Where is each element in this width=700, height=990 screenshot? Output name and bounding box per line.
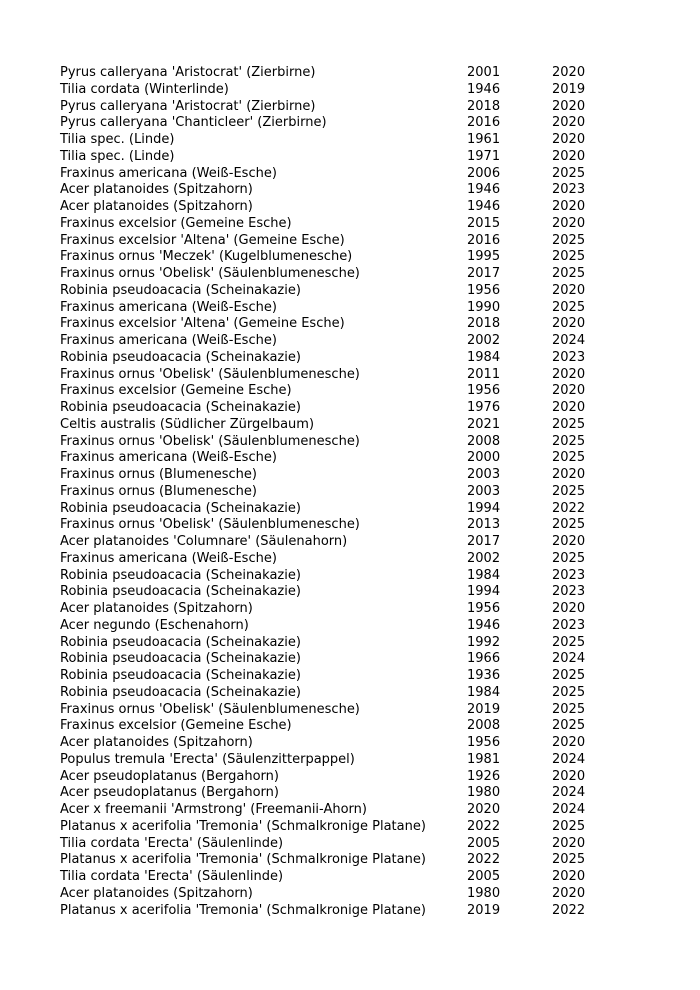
year-cell-second: 2020: [552, 98, 586, 114]
year-cell-first: 2021: [467, 416, 501, 432]
year-cell-first: 1956: [467, 383, 501, 399]
year-cell-first: 1994: [467, 584, 501, 600]
year-cell-second: 2020: [552, 601, 586, 616]
year-cell-first: 1956: [467, 735, 501, 750]
tree-species-cell: Tilia cordata 'Erecta' (Säulenlinde): [60, 835, 284, 851]
table-row: [60, 568, 612, 585]
year-cell-second: 2025: [552, 550, 586, 566]
tree-species-cell: Acer x freemanii 'Armstrong' (Freemanii-Ahorn): [60, 802, 367, 817]
year-cell-first: 2018: [467, 98, 501, 114]
year-cell-second: 2025: [552, 517, 586, 533]
table-row: [60, 300, 612, 317]
year-cell-first: 2003: [467, 483, 501, 499]
tree-species-cell: Acer platanoides (Spitzahorn): [60, 199, 253, 214]
year-cell-second: 2024: [552, 802, 586, 817]
table-row: [60, 367, 612, 384]
year-cell-first: 1984: [467, 349, 501, 365]
tree-species-cell: Robinia pseudoacacia (Scheinakazie): [60, 400, 301, 415]
year-cell-first: 1990: [467, 299, 501, 315]
tree-species-cell: Tilia cordata (Winterlinde): [60, 81, 229, 97]
table-row: [60, 82, 612, 99]
table-row: [60, 350, 612, 367]
tree-species-cell: Acer platanoides (Spitzahorn): [60, 885, 253, 901]
year-cell-second: 2025: [552, 818, 586, 834]
year-cell-second: 2020: [552, 282, 586, 298]
year-cell-second: 2025: [552, 684, 586, 700]
tree-species-cell: Fraxinus excelsior (Gemeine Esche): [60, 718, 292, 734]
tree-species-cell: Robinia pseudoacacia (Scheinakazie): [60, 651, 301, 667]
tree-species-cell: Acer platanoides (Spitzahorn): [60, 182, 253, 198]
tree-species-cell: Pyrus calleryana 'Aristocrat' (Zierbirne): [60, 98, 316, 114]
year-cell-first: 2017: [467, 266, 501, 281]
table-row: [60, 869, 612, 886]
tree-species-cell: Tilia cordata 'Erecta' (Säulenlinde): [60, 869, 284, 884]
table-row: [60, 166, 612, 183]
tree-species-cell: Platanus x acerifolia 'Tremonia' (Schmalkronige Platane): [60, 818, 426, 834]
table-row: [60, 132, 612, 149]
table-row: [60, 216, 612, 233]
year-cell-first: 1980: [467, 885, 501, 901]
table-row: [60, 769, 612, 786]
tree-species-cell: Robinia pseudoacacia (Scheinakazie): [60, 634, 301, 650]
year-cell-first: 1946: [467, 199, 501, 214]
year-cell-second: 2023: [552, 349, 586, 365]
year-cell-second: 2020: [552, 835, 586, 851]
tree-species-cell: Robinia pseudoacacia (Scheinakazie): [60, 567, 301, 583]
year-cell-first: 2022: [467, 852, 501, 868]
year-cell-first: 2019: [467, 902, 501, 918]
table-row: [60, 266, 612, 283]
tree-species-cell: Fraxinus americana (Weiß-Esche): [60, 450, 277, 466]
year-cell-first: 2011: [467, 366, 501, 382]
year-cell-second: 2025: [552, 165, 586, 181]
table-row: [60, 467, 612, 484]
table-row: [60, 601, 612, 618]
tree-species-cell: Acer platanoides (Spitzahorn): [60, 601, 253, 616]
table-row: [60, 316, 612, 333]
tree-species-cell: Fraxinus excelsior (Gemeine Esche): [60, 215, 292, 231]
table-row: [60, 233, 612, 250]
tree-species-cell: Fraxinus americana (Weiß-Esche): [60, 550, 277, 566]
year-cell-first: 1984: [467, 684, 501, 700]
table-row: [60, 450, 612, 467]
year-cell-first: 1966: [467, 651, 501, 667]
year-cell-second: 2020: [552, 148, 586, 164]
year-cell-second: 2020: [552, 366, 586, 382]
table-row: [60, 182, 612, 199]
tree-species-cell: Fraxinus ornus 'Obelisk' (Säulenblumenesche): [60, 701, 360, 717]
table-row: [60, 534, 612, 551]
tree-species-cell: Fraxinus ornus 'Obelisk' (Säulenblumenesche): [60, 266, 360, 281]
year-cell-first: 1981: [467, 751, 501, 767]
year-cell-second: 2025: [552, 483, 586, 499]
year-cell-first: 2005: [467, 835, 501, 851]
tree-species-cell: Fraxinus excelsior (Gemeine Esche): [60, 383, 292, 399]
tree-species-cell: Tilia spec. (Linde): [60, 148, 175, 164]
year-cell-second: 2023: [552, 617, 586, 633]
tree-species-cell: Robinia pseudoacacia (Scheinakazie): [60, 668, 301, 683]
year-cell-second: 2025: [552, 668, 586, 683]
year-cell-second: 2024: [552, 751, 586, 767]
tree-species-cell: Robinia pseudoacacia (Scheinakazie): [60, 584, 301, 600]
table-row: [60, 501, 612, 518]
year-cell-second: 2025: [552, 852, 586, 868]
table-row: [60, 400, 612, 417]
table-row: [60, 618, 612, 635]
tree-species-cell: Platanus x acerifolia 'Tremonia' (Schmalkronige Platane): [60, 852, 426, 868]
year-cell-second: 2020: [552, 383, 586, 399]
year-cell-second: 2020: [552, 132, 586, 147]
table-row: [60, 685, 612, 702]
year-cell-first: 2000: [467, 450, 501, 466]
year-cell-second: 2024: [552, 333, 586, 348]
tree-species-cell: Tilia spec. (Linde): [60, 132, 175, 147]
year-cell-second: 2025: [552, 718, 586, 734]
table-row: [60, 718, 612, 735]
tree-species-cell: Robinia pseudoacacia (Scheinakazie): [60, 684, 301, 700]
tree-species-cell: Acer pseudoplatanus (Bergahorn): [60, 785, 279, 801]
table-row: [60, 668, 612, 685]
tree-species-cell: Fraxinus americana (Weiß-Esche): [60, 165, 277, 181]
tree-species-cell: Fraxinus excelsior 'Altena' (Gemeine Esche): [60, 232, 345, 248]
year-cell-first: 2022: [467, 818, 501, 834]
tree-species-cell: Fraxinus ornus 'Obelisk' (Säulenblumenesche): [60, 433, 360, 449]
year-cell-first: 2001: [467, 65, 501, 80]
table-row: [60, 65, 612, 82]
year-cell-first: 1956: [467, 601, 501, 616]
table-row: [60, 886, 612, 903]
tree-species-cell: Platanus x acerifolia 'Tremonia' (Schmalkronige Platane): [60, 902, 426, 918]
year-cell-first: 2006: [467, 165, 501, 181]
year-cell-second: 2025: [552, 450, 586, 466]
year-cell-second: 2024: [552, 785, 586, 801]
tree-species-cell: Fraxinus ornus 'Meczek' (Kugelblumenesche): [60, 249, 353, 265]
year-cell-first: 2002: [467, 550, 501, 566]
year-cell-first: 2008: [467, 433, 501, 449]
table-row: [60, 149, 612, 166]
year-cell-second: 2020: [552, 885, 586, 901]
table-row: [60, 434, 612, 451]
table-row: [60, 702, 612, 719]
year-cell-first: 1995: [467, 249, 501, 265]
table-row: [60, 584, 612, 601]
year-cell-second: 2020: [552, 65, 586, 80]
year-cell-first: 2016: [467, 232, 501, 248]
year-cell-first: 2015: [467, 215, 501, 231]
year-cell-second: 2025: [552, 701, 586, 717]
table-row: [60, 99, 612, 116]
tree-species-cell: Acer negundo (Eschenahorn): [60, 617, 249, 633]
year-cell-second: 2020: [552, 735, 586, 750]
table-row: [60, 417, 612, 434]
table-row: [60, 903, 612, 920]
table-row: [60, 802, 612, 819]
tree-species-cell: Pyrus calleryana 'Aristocrat' (Zierbirne): [60, 65, 316, 80]
table-row: [60, 551, 612, 568]
year-cell-first: 1994: [467, 500, 501, 516]
table-row: [60, 484, 612, 501]
tree-species-cell: Acer pseudoplatanus (Bergahorn): [60, 768, 279, 784]
table-row: [60, 115, 612, 132]
year-cell-first: 2019: [467, 701, 501, 717]
tree-table-body: [60, 65, 612, 919]
year-cell-first: 2005: [467, 869, 501, 884]
year-cell-second: 2020: [552, 115, 586, 131]
year-cell-second: 2025: [552, 416, 586, 432]
year-cell-first: 1961: [467, 132, 501, 147]
year-cell-second: 2020: [552, 199, 586, 214]
table-row: [60, 852, 612, 869]
tree-species-cell: Fraxinus americana (Weiß-Esche): [60, 299, 277, 315]
year-cell-first: 2020: [467, 802, 501, 817]
year-cell-second: 2019: [552, 81, 586, 97]
year-cell-first: 2017: [467, 534, 501, 549]
year-cell-second: 2023: [552, 182, 586, 198]
year-cell-first: 1971: [467, 148, 501, 164]
year-cell-second: 2025: [552, 634, 586, 650]
table-row: [60, 199, 612, 216]
year-cell-second: 2020: [552, 215, 586, 231]
tree-species-cell: Robinia pseudoacacia (Scheinakazie): [60, 500, 301, 516]
year-cell-first: 1984: [467, 567, 501, 583]
year-cell-second: 2020: [552, 869, 586, 884]
tree-species-cell: Fraxinus ornus (Blumenesche): [60, 467, 257, 482]
year-cell-first: 1992: [467, 634, 501, 650]
year-cell-first: 1946: [467, 81, 501, 97]
year-cell-second: 2025: [552, 266, 586, 281]
table-row: [60, 819, 612, 836]
table-row: [60, 651, 612, 668]
year-cell-first: 1976: [467, 400, 501, 415]
tree-species-cell: Fraxinus excelsior 'Altena' (Gemeine Esche): [60, 316, 345, 332]
year-cell-second: 2020: [552, 316, 586, 332]
table-row: [60, 283, 612, 300]
year-cell-second: 2025: [552, 249, 586, 265]
year-cell-first: 2008: [467, 718, 501, 734]
tree-species-cell: Acer platanoides (Spitzahorn): [60, 735, 253, 750]
table-row: [60, 249, 612, 266]
year-cell-second: 2020: [552, 534, 586, 549]
year-cell-first: 2003: [467, 467, 501, 482]
table-row: [60, 333, 612, 350]
year-cell-second: 2025: [552, 299, 586, 315]
year-cell-first: 1926: [467, 768, 501, 784]
tree-species-cell: Populus tremula 'Erecta' (Säulenzitterpappel): [60, 751, 355, 767]
year-cell-second: 2020: [552, 768, 586, 784]
table-row: [60, 836, 612, 853]
tree-species-cell: Pyrus calleryana 'Chanticleer' (Zierbirne): [60, 115, 327, 131]
tree-species-cell: Fraxinus ornus (Blumenesche): [60, 483, 257, 499]
year-cell-first: 1946: [467, 182, 501, 198]
table-row: [60, 752, 612, 769]
year-cell-second: 2020: [552, 467, 586, 482]
year-cell-second: 2023: [552, 584, 586, 600]
year-cell-first: 1936: [467, 668, 501, 683]
tree-species-cell: Acer platanoides 'Columnare' (Säulenahorn): [60, 534, 348, 549]
year-cell-second: 2023: [552, 567, 586, 583]
year-cell-second: 2025: [552, 232, 586, 248]
tree-species-cell: Robinia pseudoacacia (Scheinakazie): [60, 282, 301, 298]
year-cell-second: 2024: [552, 651, 586, 667]
year-cell-second: 2022: [552, 902, 586, 918]
table-row: [60, 383, 612, 400]
year-cell-first: 2016: [467, 115, 501, 131]
year-cell-second: 2025: [552, 433, 586, 449]
year-cell-first: 2013: [467, 517, 501, 533]
year-cell-first: 1980: [467, 785, 501, 801]
tree-species-cell: Celtis australis (Südlicher Zürgelbaum): [60, 416, 315, 432]
table-row: [60, 785, 612, 802]
tree-species-cell: Fraxinus americana (Weiß-Esche): [60, 333, 277, 348]
year-cell-first: 1946: [467, 617, 501, 633]
year-cell-first: 2018: [467, 316, 501, 332]
year-cell-first: 1956: [467, 282, 501, 298]
year-cell-second: 2020: [552, 400, 586, 415]
tree-species-cell: Fraxinus ornus 'Obelisk' (Säulenblumenesche): [60, 366, 360, 382]
table-row: [60, 517, 612, 534]
table-row: [60, 635, 612, 652]
tree-species-cell: Robinia pseudoacacia (Scheinakazie): [60, 349, 301, 365]
tree-species-cell: Fraxinus ornus 'Obelisk' (Säulenblumenesche): [60, 517, 360, 533]
year-cell-first: 2002: [467, 333, 501, 348]
tree-table: [60, 65, 612, 919]
table-row: [60, 735, 612, 752]
year-cell-second: 2022: [552, 500, 586, 516]
